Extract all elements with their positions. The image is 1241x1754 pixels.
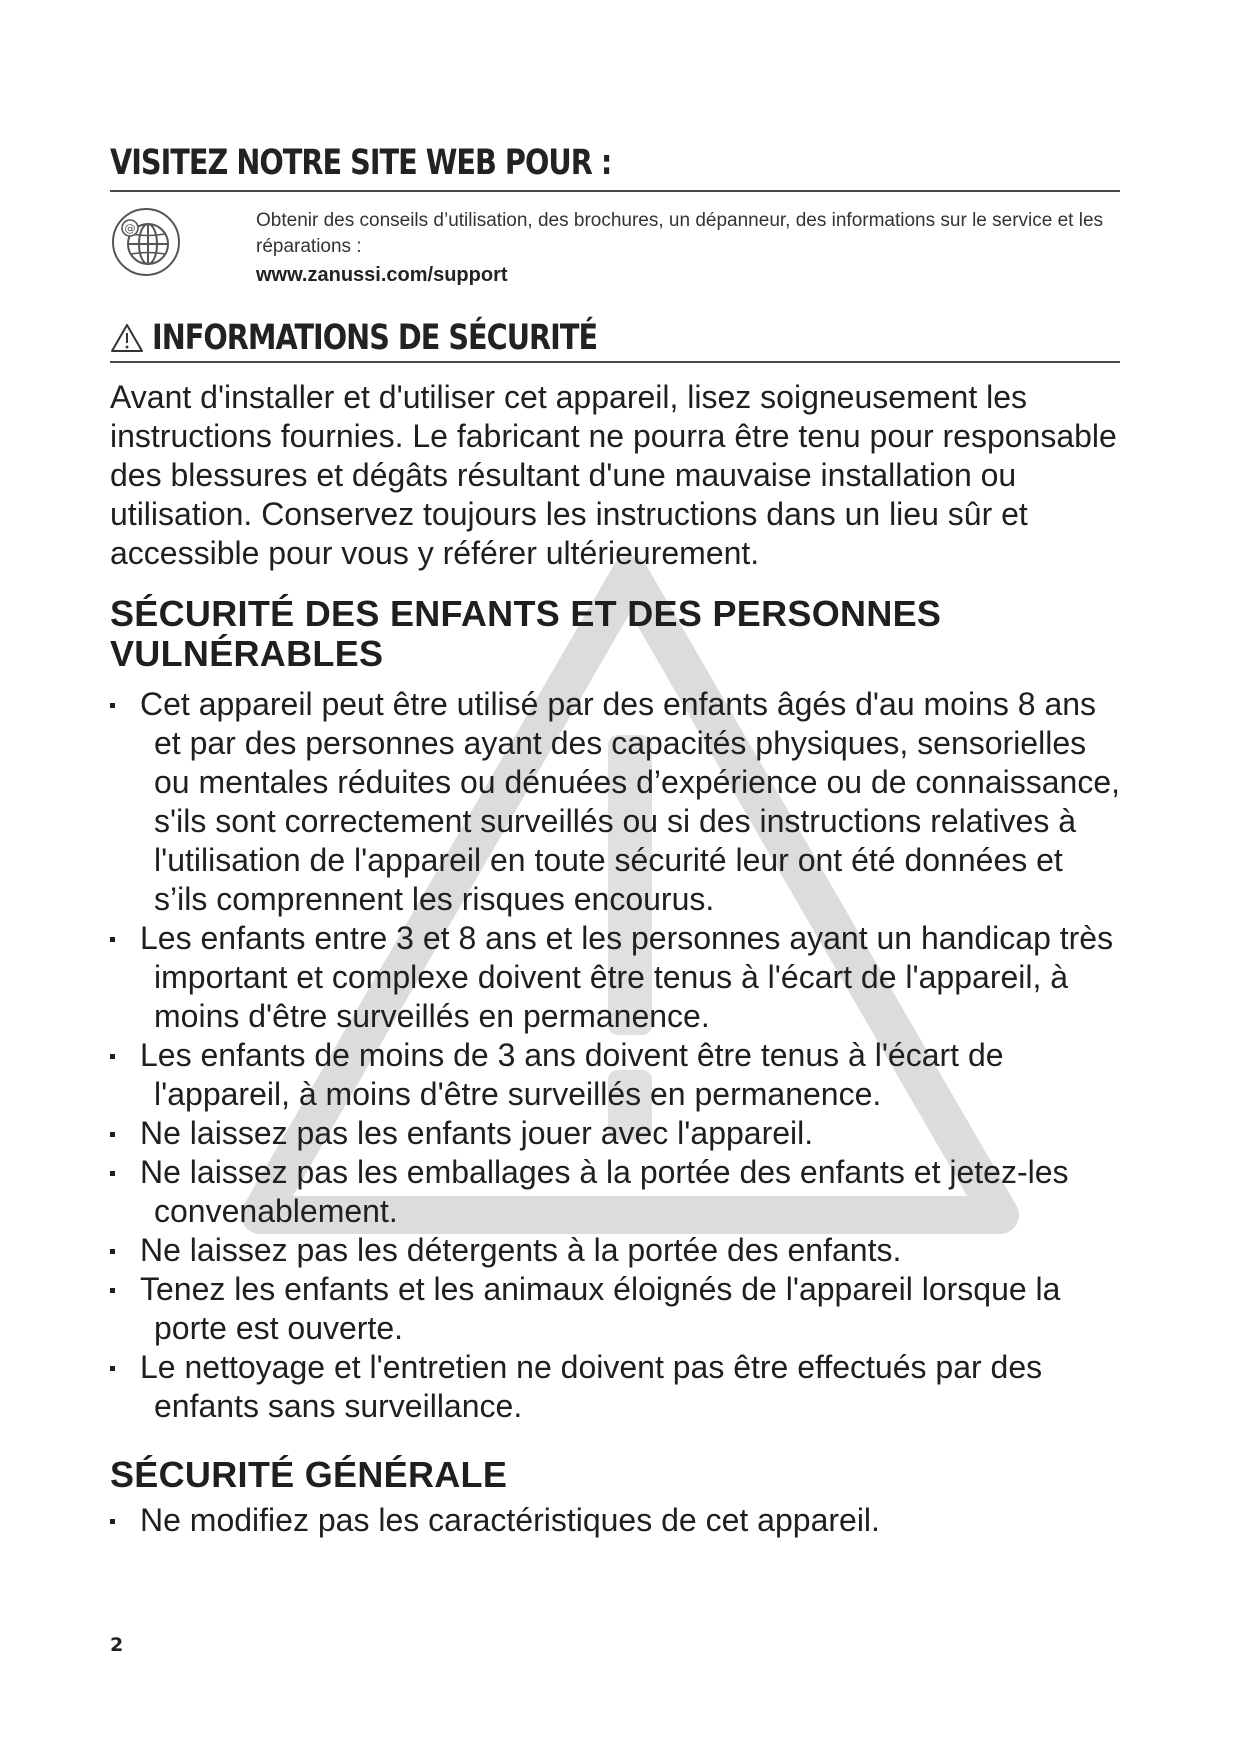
bullet-icon [110,1249,115,1254]
bullet-icon [110,1519,115,1524]
website-heading: VISITEZ NOTRE SITE WEB POUR : [110,143,612,183]
svg-text:@: @ [124,222,136,235]
general-safety-heading: SÉCURITÉ GÉNÉRALE [110,1454,508,1495]
bullet-icon [110,703,115,708]
bullet-icon [110,1288,115,1293]
list-item: Ne laissez pas les détergents à la portée des enfants. [110,1231,1120,1270]
list-item: Tenez les enfants et les animaux éloignés de l'appareil lorsque la porte est ouverte. [110,1270,1120,1348]
safety-intro-paragraph: Avant d'installer et d'utiliser cet appareil, lisez soigneusement les instructions fournies. Le fabricant ne pourra être tenu pour responsable des blessures et dégâts résultant d'une mauvaise installation ou utilisation. Conservez toujours les instructions dans un lieu sûr et accessible pour vous y référer ultérieurement. [110,379,1117,571]
bullet-icon [110,937,115,942]
warning-triangle-icon [110,323,144,353]
support-url-link[interactable]: www.zanussi.com/support [256,264,508,286]
bullet-icon [110,1366,115,1371]
list-item: Cet appareil peut être utilisé par des enfants âgés d'au moins 8 ans et par des personnes ayant des capacités physiques, sensorielles ou mentales réduites ou dénuées d’expérience ou de connaissance, s'ils sont correctement surveillés ou si des instructions relatives à l'utilisation de l'appareil en toute sécurité leur ont été données et s’ils comprennent les risques encourus. [110,685,1120,919]
website-description: Obtenir des conseils d’utilisation, des brochures, un dépanneur, des informations sur le service et les réparations : [256,210,1104,257]
bullet-icon [110,1171,115,1176]
children-safety-list [110,685,1120,1426]
children-safety-heading: SÉCURITÉ DES ENFANTS ET DES PERSONNES VULNÉRABLES [110,593,942,674]
web-globe-icon [110,206,182,278]
list-item: Les enfants de moins de 3 ans doivent être tenus à l'écart de l'appareil, à moins d'être surveillés en permanence. [110,1036,1120,1114]
safety-heading-text: INFORMATIONS DE SÉCURITÉ [152,318,598,358]
list-item: Le nettoyage et l'entretien ne doivent pas être effectués par des enfants sans surveillance. [110,1348,1120,1426]
heading-divider [110,190,1120,192]
general-safety-list [110,1501,1120,1540]
bullet-icon [110,1132,115,1137]
safety-heading [110,318,695,358]
list-item: Ne laissez pas les emballages à la portée des enfants et jetez-les convenablement. [110,1153,1120,1231]
list-item: Ne modifiez pas les caractéristiques de cet appareil. [110,1501,1120,1540]
heading-divider [110,361,1120,363]
page-number: 2 [110,1634,124,1656]
bullet-icon [110,1054,115,1059]
list-item: Ne laissez pas les enfants jouer avec l'appareil. [110,1114,1120,1153]
list-item: Les enfants entre 3 et 8 ans et les personnes ayant un handicap très important et complexe doivent être tenus à l'écart de l'appareil, à moins d'être surveillés en permanence. [110,919,1120,1036]
